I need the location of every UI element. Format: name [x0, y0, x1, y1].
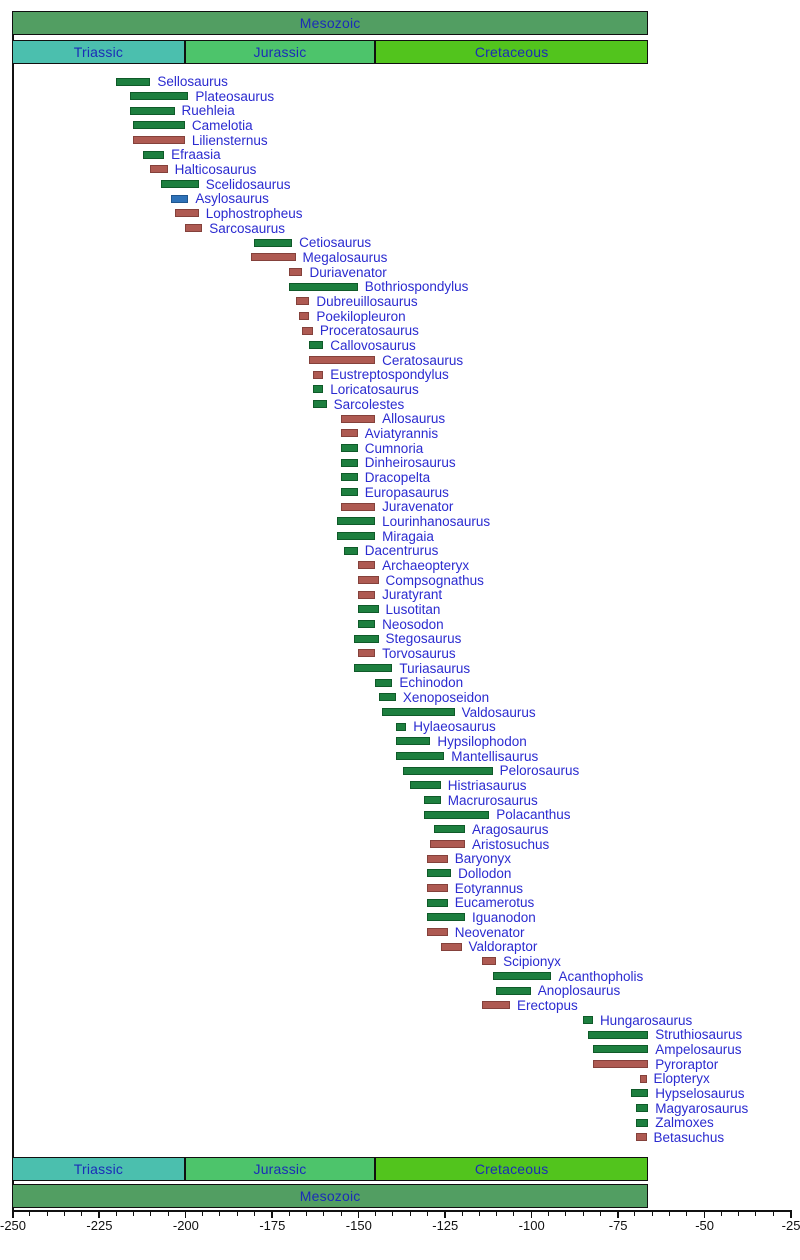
- taxon-label-histriasaurus: Histriasaurus: [447, 777, 527, 793]
- axis-minor-tick: [306, 1212, 307, 1216]
- taxon-bar-juratyrant: [358, 591, 375, 599]
- axis-minor-tick: [600, 1212, 601, 1216]
- taxon-label-hypselosaurus: Hypselosaurus: [655, 1085, 745, 1101]
- taxon-label-dollodon: Dollodon: [458, 865, 512, 881]
- taxon-bar-acanthopholis: [493, 972, 552, 980]
- taxon-bar-hypsilophodon: [396, 737, 431, 745]
- taxon-label-neovenator: Neovenator: [454, 924, 525, 940]
- taxon-bar-compsognathus: [358, 576, 379, 584]
- taxon-bar-dollodon: [427, 869, 451, 877]
- taxon-label-efraasia: Efraasia: [171, 147, 221, 163]
- taxon-bar-allosaurus: [341, 415, 376, 423]
- taxon-label-erectopus: Erectopus: [516, 997, 578, 1013]
- taxon-label-macrurosaurus: Macrurosaurus: [447, 792, 538, 808]
- period-cell-jurassic: Jurassic: [185, 1157, 375, 1181]
- taxon-label-struthiosaurus: Struthiosaurus: [655, 1027, 743, 1043]
- taxon-bar-duriavenator: [289, 268, 303, 276]
- taxon-bar-elopteryx: [640, 1075, 647, 1083]
- period-cell-triassic: Triassic: [12, 40, 185, 64]
- axis-minor-tick: [237, 1212, 238, 1216]
- taxon-label-anoplosaurus: Anoplosaurus: [537, 983, 621, 999]
- taxon-bar-torvosaurus: [358, 649, 375, 657]
- axis-minor-tick: [652, 1212, 653, 1216]
- axis-minor-tick: [496, 1212, 497, 1216]
- taxon-bar-miragaia: [337, 532, 375, 540]
- taxon-label-torvosaurus: Torvosaurus: [382, 645, 456, 661]
- taxon-bar-efraasia: [143, 151, 164, 159]
- taxon-bar-macrurosaurus: [424, 796, 441, 804]
- taxon-label-hypsilophodon: Hypsilophodon: [437, 733, 527, 749]
- taxon-bar-turiasaurus: [354, 664, 392, 672]
- taxon-label-sarcosaurus: Sarcosaurus: [209, 220, 285, 236]
- axis-minor-tick: [634, 1212, 635, 1216]
- axis-minor-tick: [202, 1212, 203, 1216]
- taxon-label-archaeopteryx: Archaeopteryx: [382, 557, 470, 573]
- taxon-label-sellosaurus: Sellosaurus: [157, 74, 228, 89]
- period-cell-mesozoic: Mesozoic: [12, 11, 648, 35]
- taxon-label-eustreptospondylus: Eustreptospondylus: [330, 367, 449, 383]
- axis-minor-tick: [686, 1212, 687, 1216]
- period-cell-jurassic: Jurassic: [185, 40, 375, 64]
- taxon-label-allosaurus: Allosaurus: [382, 411, 446, 427]
- taxon-label-liliensternus: Liliensternus: [191, 132, 268, 148]
- axis-tick-label: -50: [695, 1218, 714, 1233]
- taxon-bar-neovenator: [427, 928, 448, 936]
- taxon-bar-dacentrurus: [344, 547, 358, 555]
- taxon-label-magyarosaurus: Magyarosaurus: [655, 1100, 749, 1116]
- axis-tick-label: -125: [432, 1218, 459, 1233]
- taxon-label-hungarosaurus: Hungarosaurus: [599, 1012, 693, 1028]
- axis-minor-tick: [47, 1212, 48, 1216]
- taxon-bar-stegosaurus: [354, 635, 378, 643]
- taxon-bar-scelidosaurus: [161, 180, 199, 188]
- axis-minor-tick: [755, 1212, 756, 1216]
- taxon-label-dinheirosaurus: Dinheirosaurus: [364, 455, 456, 471]
- taxon-label-camelotia: Camelotia: [191, 117, 253, 133]
- axis-tick-label: -100: [518, 1218, 545, 1233]
- taxon-label-scipionyx: Scipionyx: [503, 953, 561, 969]
- taxon-label-eotyrannus: Eotyrannus: [454, 880, 523, 896]
- axis-minor-tick: [427, 1212, 428, 1216]
- axis-tick-label: -225: [86, 1218, 113, 1233]
- taxon-label-dubreuillosaurus: Dubreuillosaurus: [316, 293, 418, 309]
- taxon-label-iguanodon: Iguanodon: [471, 909, 536, 925]
- taxon-label-ruehleia: Ruehleia: [181, 103, 235, 119]
- axis-line: [12, 1210, 792, 1212]
- taxon-bar-archaeopteryx: [358, 561, 375, 569]
- taxon-label-hylaeosaurus: Hylaeosaurus: [413, 719, 496, 735]
- taxon-label-lourinhanosaurus: Lourinhanosaurus: [382, 513, 491, 529]
- taxon-bar-proceratosaurus: [302, 327, 312, 335]
- taxon-bar-betasuchus: [636, 1133, 646, 1141]
- axis-tick-label: -25: [781, 1218, 800, 1233]
- taxon-label-juratyrant: Juratyrant: [382, 587, 443, 603]
- taxon-label-ceratosaurus: Ceratosaurus: [382, 352, 464, 368]
- taxon-bar-lusotitan: [358, 605, 379, 613]
- axis-minor-tick: [116, 1212, 117, 1216]
- taxon-label-aragosaurus: Aragosaurus: [471, 821, 549, 837]
- axis-minor-tick: [81, 1212, 82, 1216]
- taxon-bar-hungarosaurus: [583, 1016, 593, 1024]
- taxon-bar-mantellisaurus: [396, 752, 444, 760]
- taxon-label-mantellisaurus: Mantellisaurus: [451, 748, 539, 764]
- taxon-label-asylosaurus: Asylosaurus: [195, 191, 269, 207]
- taxon-label-pelorosaurus: Pelorosaurus: [499, 763, 580, 779]
- taxon-bar-sellosaurus: [116, 78, 151, 86]
- axis-minor-tick: [150, 1212, 151, 1216]
- axis-minor-tick: [773, 1212, 774, 1216]
- taxon-label-ampelosaurus: Ampelosaurus: [655, 1041, 742, 1057]
- axis-minor-tick: [64, 1212, 65, 1216]
- taxon-label-cumnoria: Cumnoria: [364, 440, 424, 456]
- axis-minor-tick: [738, 1212, 739, 1216]
- taxon-bar-baryonyx: [427, 855, 448, 863]
- axis-minor-tick: [375, 1212, 376, 1216]
- taxon-bar-ceratosaurus: [309, 356, 375, 364]
- taxon-bar-eustreptospondylus: [313, 371, 323, 379]
- taxon-bar-aristosuchus: [430, 840, 465, 848]
- period-cell-cretaceous: Cretaceous: [375, 1157, 648, 1181]
- taxon-bar-poekilopleuron: [299, 312, 309, 320]
- taxon-bar-anoplosaurus: [496, 987, 531, 995]
- taxon-bar-eucamerotus: [427, 899, 448, 907]
- taxon-label-loricatosaurus: Loricatosaurus: [330, 381, 419, 397]
- axis-minor-tick: [219, 1212, 220, 1216]
- taxon-bar-dubreuillosaurus: [296, 297, 310, 305]
- taxon-bar-asylosaurus: [171, 195, 188, 203]
- taxon-bar-sarcosaurus: [185, 224, 202, 232]
- period-cell-mesozoic: Mesozoic: [12, 1184, 648, 1208]
- axis-minor-tick: [29, 1212, 30, 1216]
- axis-tick-label: -150: [345, 1218, 372, 1233]
- taxon-bar-bothriospondylus: [289, 283, 358, 291]
- taxon-label-dracopelta: Dracopelta: [364, 469, 431, 485]
- taxon-label-plateosaurus: Plateosaurus: [195, 88, 275, 104]
- axis-minor-tick: [513, 1212, 514, 1216]
- taxon-label-eucamerotus: Eucamerotus: [454, 895, 535, 911]
- taxon-label-lusotitan: Lusotitan: [385, 601, 441, 617]
- taxon-label-lophostropheus: Lophostropheus: [205, 205, 303, 221]
- taxon-label-betasuchus: Betasuchus: [653, 1129, 725, 1145]
- taxon-label-xenoposeidon: Xenoposeidon: [402, 689, 490, 705]
- taxon-bar-callovosaurus: [309, 341, 323, 349]
- taxon-label-megalosaurus: Megalosaurus: [302, 249, 388, 265]
- axis-minor-tick: [583, 1212, 584, 1216]
- taxon-bar-hypselosaurus: [631, 1089, 648, 1097]
- axis-minor-tick: [133, 1212, 134, 1216]
- axis-minor-tick: [548, 1212, 549, 1216]
- axis-tick-label: -250: [0, 1218, 27, 1233]
- taxon-bar-sarcolestes: [313, 400, 327, 408]
- axis-minor-tick: [669, 1212, 670, 1216]
- taxon-bar-pyroraptor: [593, 1060, 648, 1068]
- taxon-label-baryonyx: Baryonyx: [454, 851, 511, 867]
- axis-minor-tick: [323, 1212, 324, 1216]
- taxon-bar-magyarosaurus: [636, 1104, 648, 1112]
- taxon-label-neosodon: Neosodon: [382, 616, 444, 632]
- taxon-bar-aviatyrannis: [341, 429, 358, 437]
- taxon-bar-dracopelta: [341, 473, 358, 481]
- taxon-bar-erectopus: [482, 1001, 510, 1009]
- taxon-label-aviatyrannis: Aviatyrannis: [364, 425, 439, 441]
- axis-minor-tick: [462, 1212, 463, 1216]
- taxon-label-halticosaurus: Halticosaurus: [174, 161, 257, 177]
- taxon-bar-lourinhanosaurus: [337, 517, 375, 525]
- taxon-label-pyroraptor: Pyroraptor: [655, 1056, 719, 1072]
- taxon-label-valdosaurus: Valdosaurus: [461, 704, 536, 720]
- taxon-label-duriavenator: Duriavenator: [309, 264, 387, 280]
- taxon-label-cetiosaurus: Cetiosaurus: [299, 235, 372, 251]
- taxon-bar-iguanodon: [427, 913, 465, 921]
- axis-minor-tick: [392, 1212, 393, 1216]
- taxon-bar-megalosaurus: [251, 253, 296, 261]
- taxon-label-miragaia: Miragaia: [382, 528, 434, 544]
- taxon-label-zalmoxes: Zalmoxes: [655, 1115, 714, 1131]
- taxon-bar-echinodon: [375, 679, 392, 687]
- taxon-label-aristosuchus: Aristosuchus: [471, 836, 550, 852]
- taxon-bar-histriasaurus: [410, 781, 441, 789]
- axis-minor-tick: [168, 1212, 169, 1216]
- taxon-bar-halticosaurus: [150, 165, 167, 173]
- axis-tick-label: -175: [259, 1218, 286, 1233]
- taxon-bar-pelorosaurus: [403, 767, 493, 775]
- taxon-label-elopteryx: Elopteryx: [653, 1071, 710, 1087]
- taxon-label-proceratosaurus: Proceratosaurus: [319, 323, 419, 339]
- taxon-label-sarcolestes: Sarcolestes: [333, 396, 405, 412]
- taxon-label-turiasaurus: Turiasaurus: [399, 660, 471, 676]
- taxon-bar-camelotia: [133, 121, 185, 129]
- taxon-bar-struthiosaurus: [588, 1031, 649, 1039]
- taxon-label-bothriospondylus: Bothriospondylus: [364, 279, 469, 295]
- period-cell-triassic: Triassic: [12, 1157, 185, 1181]
- taxon-bar-cetiosaurus: [254, 239, 292, 247]
- taxon-label-valdoraptor: Valdoraptor: [468, 939, 538, 955]
- period-cell-cretaceous: Cretaceous: [375, 40, 648, 64]
- axis-minor-tick: [565, 1212, 566, 1216]
- taxon-label-poekilopleuron: Poekilopleuron: [316, 308, 406, 324]
- taxon-bar-loricatosaurus: [313, 385, 323, 393]
- axis-tick-label: -75: [608, 1218, 628, 1233]
- taxon-bar-europasaurus: [341, 488, 358, 496]
- taxon-label-acanthopholis: Acanthopholis: [558, 968, 644, 984]
- taxon-label-stegosaurus: Stegosaurus: [385, 631, 462, 647]
- taxon-bar-ruehleia: [130, 107, 175, 115]
- taxon-bar-zalmoxes: [636, 1119, 648, 1127]
- taxon-bar-xenoposeidon: [379, 693, 396, 701]
- taxon-label-dacentrurus: Dacentrurus: [364, 543, 439, 559]
- taxon-bar-liliensternus: [133, 136, 185, 144]
- taxon-label-scelidosaurus: Scelidosaurus: [205, 176, 291, 192]
- axis-minor-tick: [410, 1212, 411, 1216]
- taxon-bar-polacanthus: [424, 811, 490, 819]
- taxon-bar-juravenator: [341, 503, 376, 511]
- axis-minor-tick: [721, 1212, 722, 1216]
- axis-minor-tick: [479, 1212, 480, 1216]
- axis-minor-tick: [289, 1212, 290, 1216]
- taxon-label-callovosaurus: Callovosaurus: [330, 337, 416, 353]
- taxon-bar-valdosaurus: [382, 708, 455, 716]
- axis-minor-tick: [254, 1212, 255, 1216]
- axis-minor-tick: [341, 1212, 342, 1216]
- taxon-bar-dinheirosaurus: [341, 459, 358, 467]
- taxon-bar-neosodon: [358, 620, 375, 628]
- taxon-bar-valdoraptor: [441, 943, 462, 951]
- taxon-bar-hylaeosaurus: [396, 723, 406, 731]
- taxon-bar-lophostropheus: [175, 209, 199, 217]
- taxon-bar-cumnoria: [341, 444, 358, 452]
- taxon-label-juravenator: Juravenator: [382, 499, 454, 515]
- taxon-bar-aragosaurus: [434, 825, 465, 833]
- taxon-label-echinodon: Echinodon: [399, 675, 464, 691]
- taxon-label-polacanthus: Polacanthus: [496, 807, 571, 823]
- taxon-label-europasaurus: Europasaurus: [364, 484, 449, 500]
- axis-tick-label: -200: [172, 1218, 199, 1233]
- taxon-bar-eotyrannus: [427, 884, 448, 892]
- taxon-label-compsognathus: Compsognathus: [385, 572, 484, 588]
- taxon-bar-plateosaurus: [130, 92, 189, 100]
- taxon-bar-ampelosaurus: [593, 1045, 648, 1053]
- taxon-bar-scipionyx: [482, 957, 496, 965]
- chart-left-frame-line: [12, 11, 14, 1211]
